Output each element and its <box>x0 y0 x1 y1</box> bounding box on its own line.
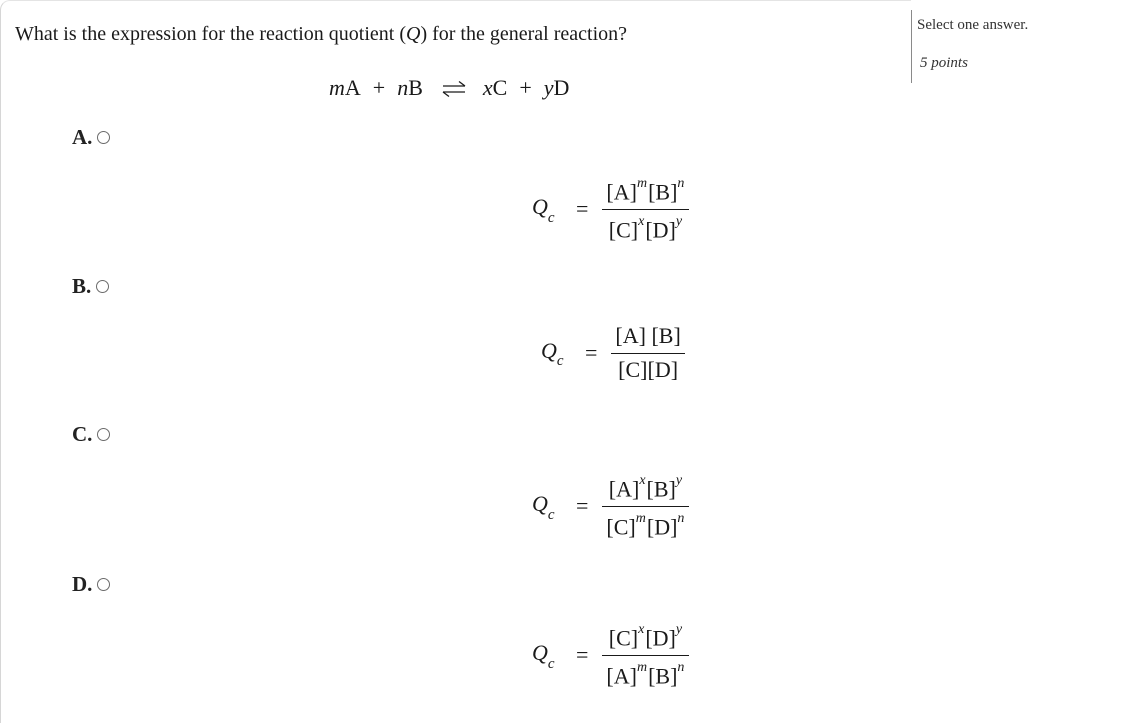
species-a: A <box>344 75 361 100</box>
plus-sign: + <box>372 75 386 100</box>
product-d <box>544 75 570 101</box>
answer-choice-c[interactable] <box>72 422 110 447</box>
equals-sign: = <box>576 196 589 222</box>
numerator: $[A]^m[B]^n$ <box>606 176 685 205</box>
points-label: 5 points <box>920 55 968 71</box>
equals-sign: = <box>576 642 589 668</box>
choice-letter: B. <box>72 274 92 298</box>
answer-choice-b[interactable] <box>72 274 109 299</box>
denominator: $[C]^m[D]^n$ <box>606 511 685 540</box>
species-c: C <box>492 75 508 100</box>
coefficient-y: y <box>543 75 554 100</box>
fraction <box>602 472 689 541</box>
fraction-bar <box>602 655 689 656</box>
answer-choice-d[interactable] <box>72 572 110 597</box>
formula-d <box>532 621 689 690</box>
fraction-bar <box>602 506 689 507</box>
reactant-a <box>329 75 361 101</box>
choice-letter: C. <box>72 422 93 446</box>
formula-lhs: $Q_c$ <box>532 491 555 523</box>
radio-button-b[interactable] <box>96 280 109 293</box>
species-d: D <box>553 75 570 100</box>
fraction-bar <box>611 353 684 354</box>
equals-sign: = <box>585 340 598 365</box>
answer-choice-a[interactable] <box>72 125 110 150</box>
fraction <box>602 175 689 244</box>
fraction <box>602 621 689 690</box>
denominator: $[C]^x[D]^y$ <box>608 214 683 243</box>
coefficient-x: x <box>482 75 493 100</box>
radio-button-c[interactable] <box>97 428 110 441</box>
question-prompt <box>15 23 627 46</box>
coefficient-m: m <box>329 75 345 100</box>
denominator: [C][D] <box>618 357 679 382</box>
answer-instruction: Select one answer. <box>917 17 1029 33</box>
numerator: $[A]^x[B]^y$ <box>608 473 683 502</box>
reactant-b <box>397 75 423 101</box>
choice-letter: D. <box>72 572 93 596</box>
formula-b <box>541 323 685 383</box>
equals-sign: = <box>576 493 589 519</box>
radio-button-a[interactable] <box>97 131 110 144</box>
formula-c <box>532 472 689 541</box>
formula-lhs: $Q_c$ <box>541 337 564 370</box>
choice-letter: A. <box>72 125 93 149</box>
species-b: B <box>408 75 423 100</box>
prompt-text-after: ) for the general reaction? <box>420 23 627 45</box>
numerator: $[C]^x[D]^y$ <box>608 622 683 651</box>
fraction-bar <box>602 209 689 210</box>
coefficient-n: n <box>397 75 409 100</box>
formula-a <box>532 175 689 244</box>
formula-lhs: $Q_c$ <box>532 640 555 672</box>
plus-sign: + <box>519 75 532 100</box>
equilibrium-arrow-icon <box>441 78 467 100</box>
product-c <box>483 75 507 101</box>
reaction-equation <box>329 75 569 101</box>
question-info-sidebar <box>911 10 1112 83</box>
fraction <box>611 323 684 383</box>
denominator: $[A]^m[B]^n$ <box>606 660 685 689</box>
prompt-text-before: What is the expression for the reaction quotient ( <box>15 23 406 45</box>
numerator: [A] [B] <box>615 323 681 348</box>
prompt-variable: Q <box>406 23 421 45</box>
radio-button-d[interactable] <box>97 578 110 591</box>
formula-lhs: $Q_c$ <box>532 194 555 226</box>
